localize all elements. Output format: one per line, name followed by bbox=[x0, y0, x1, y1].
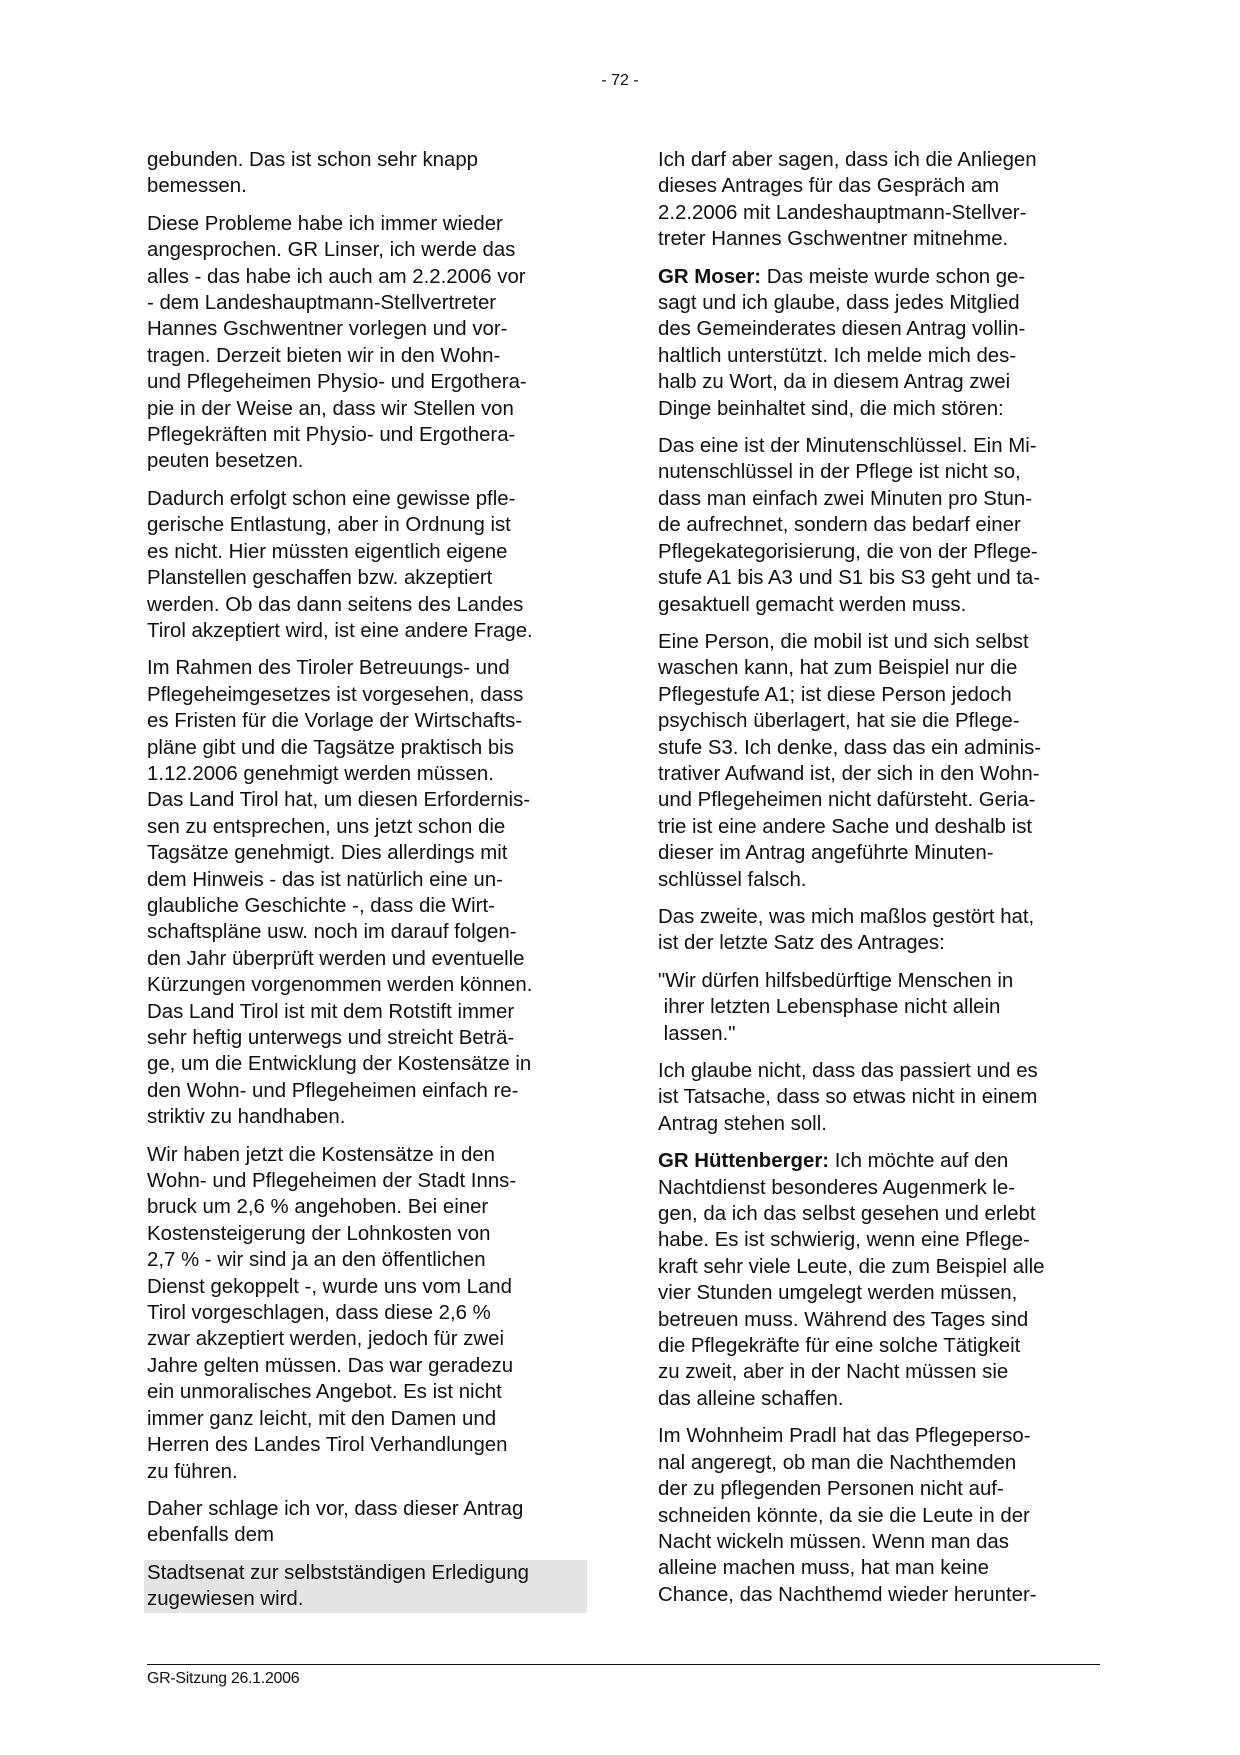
text-line: Tirol vorgeschlagen, dass diese 2,6 % bbox=[147, 1302, 491, 1325]
right-column bbox=[658, 147, 1108, 1619]
text-line: dieses Antrages für das Gespräch am bbox=[658, 175, 1000, 198]
text-line: Stadtsenat zur selbstständigen Erledigung bbox=[147, 1561, 530, 1584]
text-line: zugewiesen wird. bbox=[147, 1588, 304, 1611]
text-line: ist Tatsache, dass so etwas nicht in einem bbox=[658, 1086, 1038, 1109]
footer-text: GR-Sitzung 26.1.2006 bbox=[147, 1670, 300, 1687]
text-line: vier Stunden umgelegt werden müssen, bbox=[658, 1282, 1018, 1305]
text-line: Dinge beinhaltet sind, die mich stören: bbox=[658, 397, 1004, 420]
text-line: sehr heftig unterwegs und streicht Beträ- bbox=[147, 1027, 515, 1049]
text-line: gebunden. Das ist schon sehr knapp bbox=[147, 149, 478, 171]
text-line: halb zu Wort, da in diesem Antrag zwei bbox=[658, 371, 1011, 394]
speaker-name: GR Moser: bbox=[658, 265, 762, 288]
text-line: dem Hinweis - das ist natürlich eine un- bbox=[147, 868, 503, 891]
text-line: sagt und ich glaube, dass jedes Mitglied bbox=[658, 292, 1020, 315]
text-line: nutenschlüssel in der Pflege ist nicht so, bbox=[658, 461, 1021, 484]
text-line: stufe S3. Ich denke, dass das ein adminis- bbox=[658, 736, 1042, 759]
text-line: de aufrechnet, sondern das bedarf einer bbox=[658, 514, 1021, 537]
paragraph bbox=[147, 211, 597, 475]
text-line: Hannes Gschwentner vorlegen und vor- bbox=[147, 318, 508, 341]
decision-highlight bbox=[144, 1560, 587, 1613]
paragraph bbox=[658, 433, 1108, 618]
text-line: 2.2.2006 mit Landeshauptmann-Stellver- bbox=[658, 201, 1027, 224]
text-line: Das zweite, was mich maßlos gestört hat, bbox=[658, 905, 1035, 928]
text-line: lassen." bbox=[658, 1022, 736, 1045]
speaker-name: GR Hüttenberger: bbox=[658, 1150, 830, 1173]
text-line: und Pflegeheimen nicht dafürsteht. Geria- bbox=[658, 789, 1036, 812]
text-line: Antrag stehen soll. bbox=[658, 1112, 827, 1135]
text-line: angesprochen. GR Linser, ich werde das bbox=[147, 239, 516, 262]
text-line: Nachtdienst besonderes Augenmerk le- bbox=[658, 1176, 1016, 1199]
text-line: bruck um 2,6 % angehoben. Bei einer bbox=[147, 1196, 489, 1219]
text-line bbox=[658, 264, 1108, 290]
text-line: Tirol akzeptiert wird, ist eine andere Frage. bbox=[147, 619, 533, 642]
text-line: des Gemeinderates diesen Antrag vollin- bbox=[658, 318, 1026, 341]
text-line: Das Land Tirol hat, um diesen Erfordernis- bbox=[147, 789, 531, 812]
paragraph bbox=[147, 1496, 597, 1549]
text-line: Diese Probleme habe ich immer wieder bbox=[147, 212, 503, 235]
text-line: betreuen muss. Während des Tages sind bbox=[658, 1308, 1029, 1331]
text-line: ein unmoralisches Angebot. Es ist nicht bbox=[147, 1381, 502, 1404]
text-line: 1.12.2006 genehmigt werden müssen. bbox=[147, 762, 494, 785]
text-line: peuten besetzen. bbox=[147, 450, 304, 473]
text-line: es nicht. Hier müssten eigentlich eigene bbox=[147, 540, 508, 563]
speech-text: Das meiste wurde schon ge- bbox=[761, 265, 1026, 288]
text-line: Wohn- und Pflegeheimen der Stadt Inns- bbox=[147, 1170, 517, 1193]
text-line: gerische Entlastung, aber in Ordnung ist bbox=[147, 514, 511, 537]
text-line: der zu pflegenden Personen nicht auf- bbox=[658, 1478, 1004, 1501]
text-line: - dem Landeshauptmann-Stellvertreter bbox=[147, 292, 497, 315]
text-line: Kostensteigerung der Lohnkosten von bbox=[147, 1222, 491, 1245]
text-line: dass man einfach zwei Minuten pro Stun- bbox=[658, 487, 1033, 510]
left-column bbox=[147, 147, 597, 1624]
footer-divider bbox=[147, 1664, 1100, 1665]
paragraph bbox=[658, 904, 1108, 957]
text-line: Eine Person, die mobil ist und sich selbst bbox=[658, 630, 1029, 653]
text-line: Pflegekategorisierung, die von der Pflege- bbox=[658, 540, 1038, 563]
paragraph bbox=[658, 1148, 1108, 1412]
text-line: immer ganz leicht, mit den Damen und bbox=[147, 1407, 497, 1430]
text-line: glaubliche Geschichte -, dass die Wirt- bbox=[147, 894, 495, 917]
paragraph bbox=[147, 655, 597, 1130]
text-line: Daher schlage ich vor, dass dieser Antrag bbox=[147, 1497, 524, 1520]
text-line: ist der letzte Satz des Antrages: bbox=[658, 932, 945, 955]
text-line: Planstellen geschaffen bzw. akzeptiert bbox=[147, 567, 493, 590]
text-line: tragen. Derzeit bieten wir in den Wohn- bbox=[147, 344, 501, 367]
text-line: ihrer letzten Lebensphase nicht allein bbox=[658, 996, 1001, 1019]
text-line: waschen kann, hat zum Beispiel nur die bbox=[658, 657, 1018, 680]
text-line: Dienst gekoppelt -, wurde uns vom Land bbox=[147, 1275, 512, 1298]
text-line: ge, um die Entwicklung der Kostensätze in bbox=[147, 1053, 532, 1076]
text-line: gen, da ich das selbst gesehen und erlebt bbox=[658, 1203, 1036, 1226]
paragraph bbox=[147, 147, 597, 200]
text-line: zwar akzeptiert werden, jedoch für zwei bbox=[147, 1328, 504, 1351]
paragraph bbox=[147, 486, 597, 644]
text-line: haltlich unterstützt. Ich melde mich des- bbox=[658, 344, 1017, 367]
text-line: Herren des Landes Tirol Verhandlungen bbox=[147, 1434, 508, 1457]
paragraph bbox=[658, 968, 1108, 1047]
text-line: schlüssel falsch. bbox=[658, 868, 807, 891]
paragraph bbox=[658, 629, 1108, 893]
text-line: den Jahr überprüft werden und eventuelle bbox=[147, 947, 525, 970]
text-line: schneiden könnte, da sie die Leute in der bbox=[658, 1504, 1030, 1527]
paragraph bbox=[658, 147, 1108, 253]
text-line: werden. Ob das dann seitens des Landes bbox=[147, 593, 524, 616]
text-line: Kürzungen vorgenommen werden können. bbox=[147, 974, 533, 997]
text-line: 2,7 % - wir sind ja an den öffentlichen bbox=[147, 1249, 486, 1272]
text-line: "Wir dürfen hilfsbedürftige Menschen in bbox=[658, 969, 1014, 992]
speech-text: Ich möchte auf den bbox=[829, 1150, 1009, 1173]
text-line: und Pflegeheimen Physio- und Ergothera- bbox=[147, 371, 527, 394]
text-line: striktiv zu handhaben. bbox=[147, 1106, 346, 1129]
text-line: Wir haben jetzt die Kostensätze in den bbox=[147, 1143, 495, 1166]
text-line: es Fristen für die Vorlage der Wirtschafts- bbox=[147, 710, 523, 733]
text-line: Nacht wickeln müssen. Wenn man das bbox=[658, 1530, 1009, 1553]
text-line: Das eine ist der Minutenschlüssel. Ein Mi- bbox=[658, 435, 1037, 458]
text-line: Pflegestufe A1; ist diese Person jedoch bbox=[658, 683, 1012, 706]
text-line: Im Wohnheim Pradl hat das Pflegeperso- bbox=[658, 1425, 1031, 1448]
text-line: Im Rahmen des Tiroler Betreuungs- und bbox=[147, 657, 510, 680]
text-line: Chance, das Nachthemd wieder herunter- bbox=[658, 1583, 1037, 1606]
text-line: Pflegekräften mit Physio- und Ergothera- bbox=[147, 424, 516, 447]
paragraph bbox=[658, 264, 1108, 422]
text-line: trativer Aufwand ist, der sich in den Wohn- bbox=[658, 762, 1040, 785]
text-line: habe. Es ist schwierig, wenn eine Pflege- bbox=[658, 1229, 1030, 1252]
text-line: zu zweit, aber in der Nacht müssen sie bbox=[658, 1361, 1009, 1384]
text-line: Jahre gelten müssen. Das war geradezu bbox=[147, 1354, 514, 1377]
text-line: alles - das habe ich auch am 2.2.2006 vor bbox=[147, 265, 526, 288]
paragraph bbox=[658, 1058, 1108, 1137]
text-line: kraft sehr viele Leute, die zum Beispiel alle bbox=[658, 1255, 1045, 1278]
text-line: nal angeregt, ob man die Nachthemden bbox=[658, 1451, 1017, 1474]
text-line: zu führen. bbox=[147, 1460, 238, 1483]
text-line: Dadurch erfolgt schon eine gewisse pfle- bbox=[147, 487, 516, 510]
text-line: bemessen. bbox=[147, 175, 247, 198]
text-line: psychisch überlagert, hat sie die Pflege- bbox=[658, 710, 1020, 733]
text-line: Tagsätze genehmigt. Dies allerdings mit bbox=[147, 842, 508, 865]
text-line: Pflegeheimgesetzes ist vorgesehen, dass bbox=[147, 683, 524, 706]
text-line: Ich glaube nicht, dass das passiert und es bbox=[658, 1060, 1038, 1082]
text-line: stufe A1 bis A3 und S1 bis S3 geht und ta- bbox=[658, 567, 1041, 590]
text-line: den Wohn- und Pflegeheimen einfach re- bbox=[147, 1079, 519, 1102]
text-line: ebenfalls dem bbox=[147, 1524, 274, 1547]
text-line: gesaktuell gemacht werden muss. bbox=[658, 593, 967, 616]
text-line: pläne gibt und die Tagsätze praktisch bis bbox=[147, 736, 514, 759]
text-line bbox=[658, 1148, 1108, 1174]
text-line: die Pflegekräfte für eine solche Tätigkeit bbox=[658, 1335, 1021, 1358]
text-line: Das Land Tirol ist mit dem Rotstift immer bbox=[147, 1000, 515, 1023]
paragraph bbox=[147, 1142, 597, 1485]
text-line: das alleine schaffen. bbox=[658, 1387, 844, 1410]
paragraph bbox=[658, 1423, 1108, 1608]
text-line: sen zu entsprechen, uns jetzt schon die bbox=[147, 815, 506, 838]
text-line: schaftspläne usw. noch im darauf folgen- bbox=[147, 921, 517, 944]
text-line: Ich darf aber sagen, dass ich die Anliegen bbox=[658, 149, 1037, 171]
text-line: trie ist eine andere Sache und deshalb ist bbox=[658, 815, 1033, 838]
text-line: dieser im Antrag angeführte Minuten- bbox=[658, 842, 994, 865]
page-number: - 72 - bbox=[601, 72, 639, 89]
text-line: treter Hannes Gschwentner mitnehme. bbox=[658, 228, 1009, 251]
text-line: alleine machen muss, hat man keine bbox=[658, 1557, 989, 1580]
text-line: pie in der Weise an, dass wir Stellen von bbox=[147, 397, 514, 420]
